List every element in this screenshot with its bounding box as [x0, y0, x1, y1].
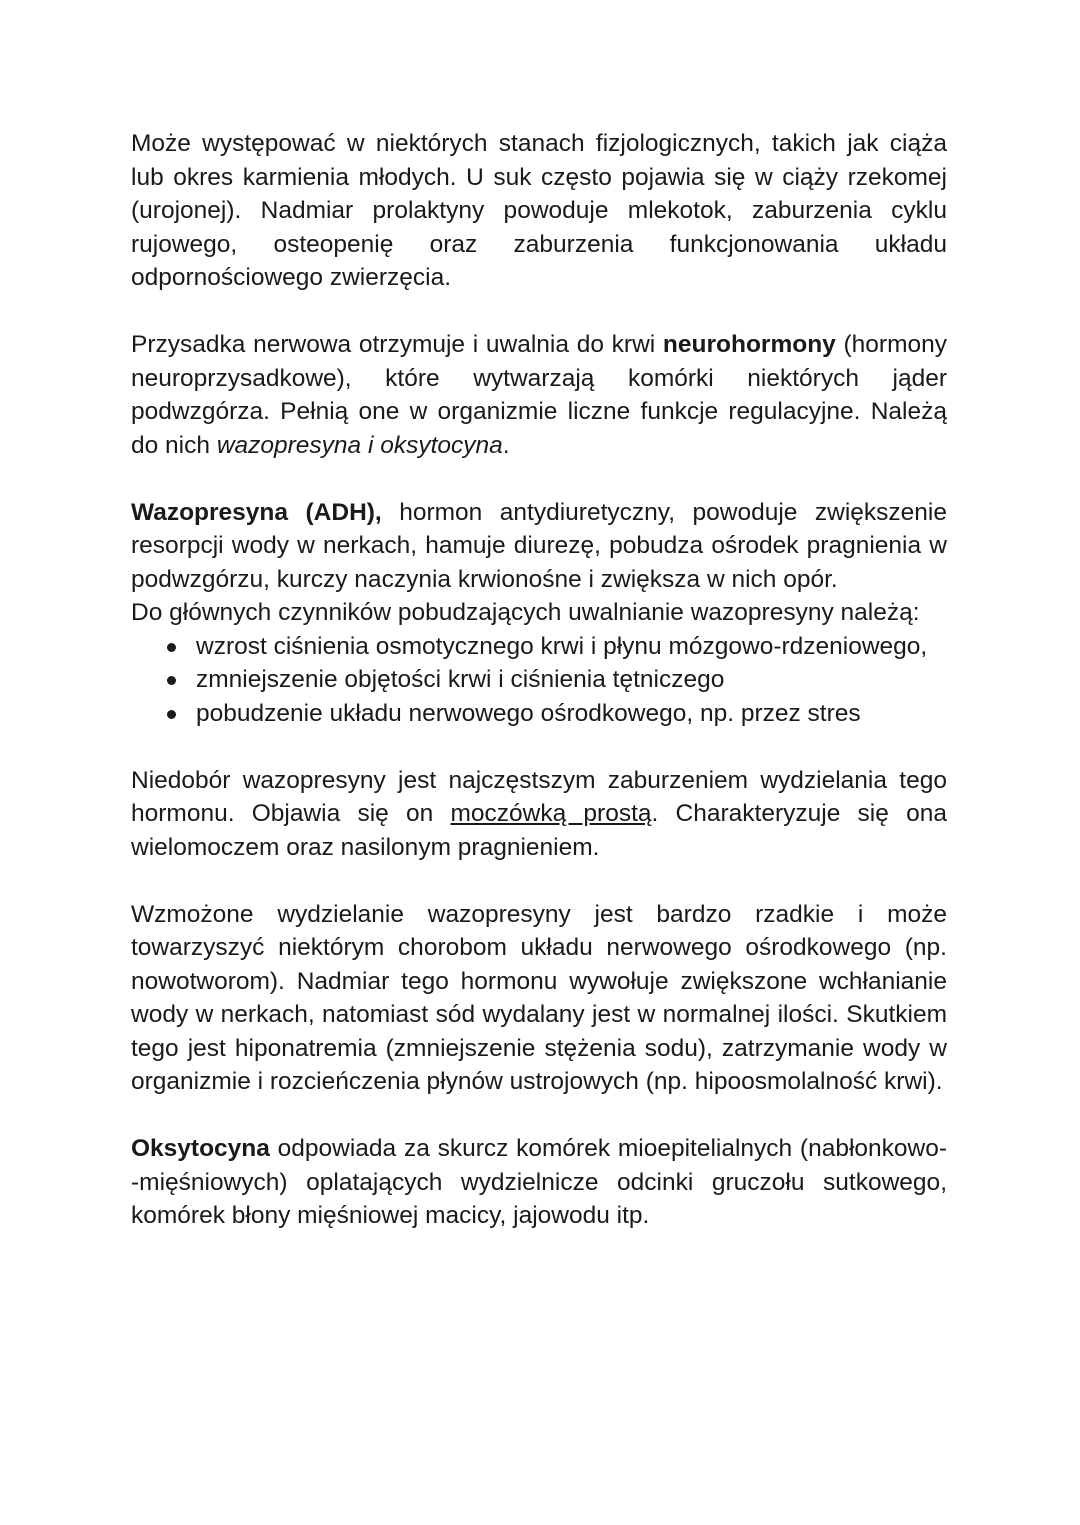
text-run: (hormony neuroprzysadkowe), które wytwarzają komórki niektórych jąder podwzgórza. Pełnią one w organizmie liczne funkcje regulacyjne. Należą do nich — [131, 331, 947, 459]
text-run: hormon antydiuretyczny, powoduje zwiększenie resorpcji wody w nerkach, hamuje diurezę, pobudza ośrodek pragnienia w podwzgórzu, kurczy naczynia krwionośne i zwiększa w nich opór. — [131, 498, 947, 593]
text-run: . Charakteryzuje się ona wielomoczem oraz nasilonym pragnieniem. — [131, 800, 947, 861]
term-oksytocyna: Oksytocyna — [131, 1135, 270, 1162]
term-hormones-list: wazopresyna i oksytocyna — [216, 431, 503, 459]
text-run: Niedobór wazopresyny jest najczęstszym zaburzeniem wydzielania tego hormonu. Objawia się on — [131, 766, 947, 827]
term-moczowka-prosta: moczówką prostą — [450, 800, 652, 827]
paragraph-neurohypophysis — [131, 328, 947, 462]
paragraph-vasopressin-factors-intro: Do głównych czynników pobudzających uwalnianie wazopresyny należą: — [131, 599, 920, 626]
bullet-list-factors — [131, 630, 947, 731]
text-run: Przysadka nerwowa otrzymuje i uwalnia do krwi — [131, 331, 663, 358]
list-item: zmniejszenie objętości krwi i ciśnienia tętniczego — [196, 663, 947, 697]
paragraph-vasopressin-deficiency — [131, 764, 947, 865]
paragraph-vasopressin — [131, 496, 947, 597]
term-neurohormony: neurohormony — [662, 331, 836, 358]
document-page — [131, 127, 947, 1266]
paragraph-prolactin: Może występować w niektórych stanach fizjologicznych, takich jak ciąża lub okres karmienia młodych. U suk często pojawia się w ciąży rzekomej (urojonej). Nadmiar prolaktyny powoduje mlekotok, zaburzenia cyklu rujowego, osteopenię oraz zaburzenia funkcjonowania układu odpornościowego zwierzęcia. — [131, 130, 947, 291]
paragraph-oxytocin — [131, 1132, 947, 1233]
text-run: . — [502, 431, 510, 459]
list-item: wzrost ciśnienia osmotycznego krwi i płynu mózgowo-rdzeniowego, — [196, 630, 947, 664]
list-item: pobudzenie układu nerwowego ośrodkowego, np. przez stres — [196, 697, 947, 731]
paragraph-vasopressin-excess: Wzmożone wydzielanie wazopresyny jest bardzo rzadkie i może towarzyszyć niektórym chorobom układu nerwowego ośrodkowego (np. nowotworom). Nadmiar tego hormonu wywołuje zwiększone wchłanianie wody w nerkach, natomiast sód wydalany jest w normalnej ilości. Skutkiem tego jest hiponatremia (zmniejszenie stężenia sodu), zatrzymanie wody w organizmie i rozcieńczenia płynów ustrojowych (np. hipoosmolalność krwi). — [131, 900, 947, 1095]
term-wazopresyna: Wazopresyna (ADH), — [131, 498, 382, 526]
text-run: odpowiada za skurcz komórek mioepitelialnych (nabłonkowo- -mięśniowych) oplatających wydzielnicze odcinki gruczołu sutkowego, komórek błony mięśniowej macicy, jajowodu itp. — [131, 1135, 947, 1229]
